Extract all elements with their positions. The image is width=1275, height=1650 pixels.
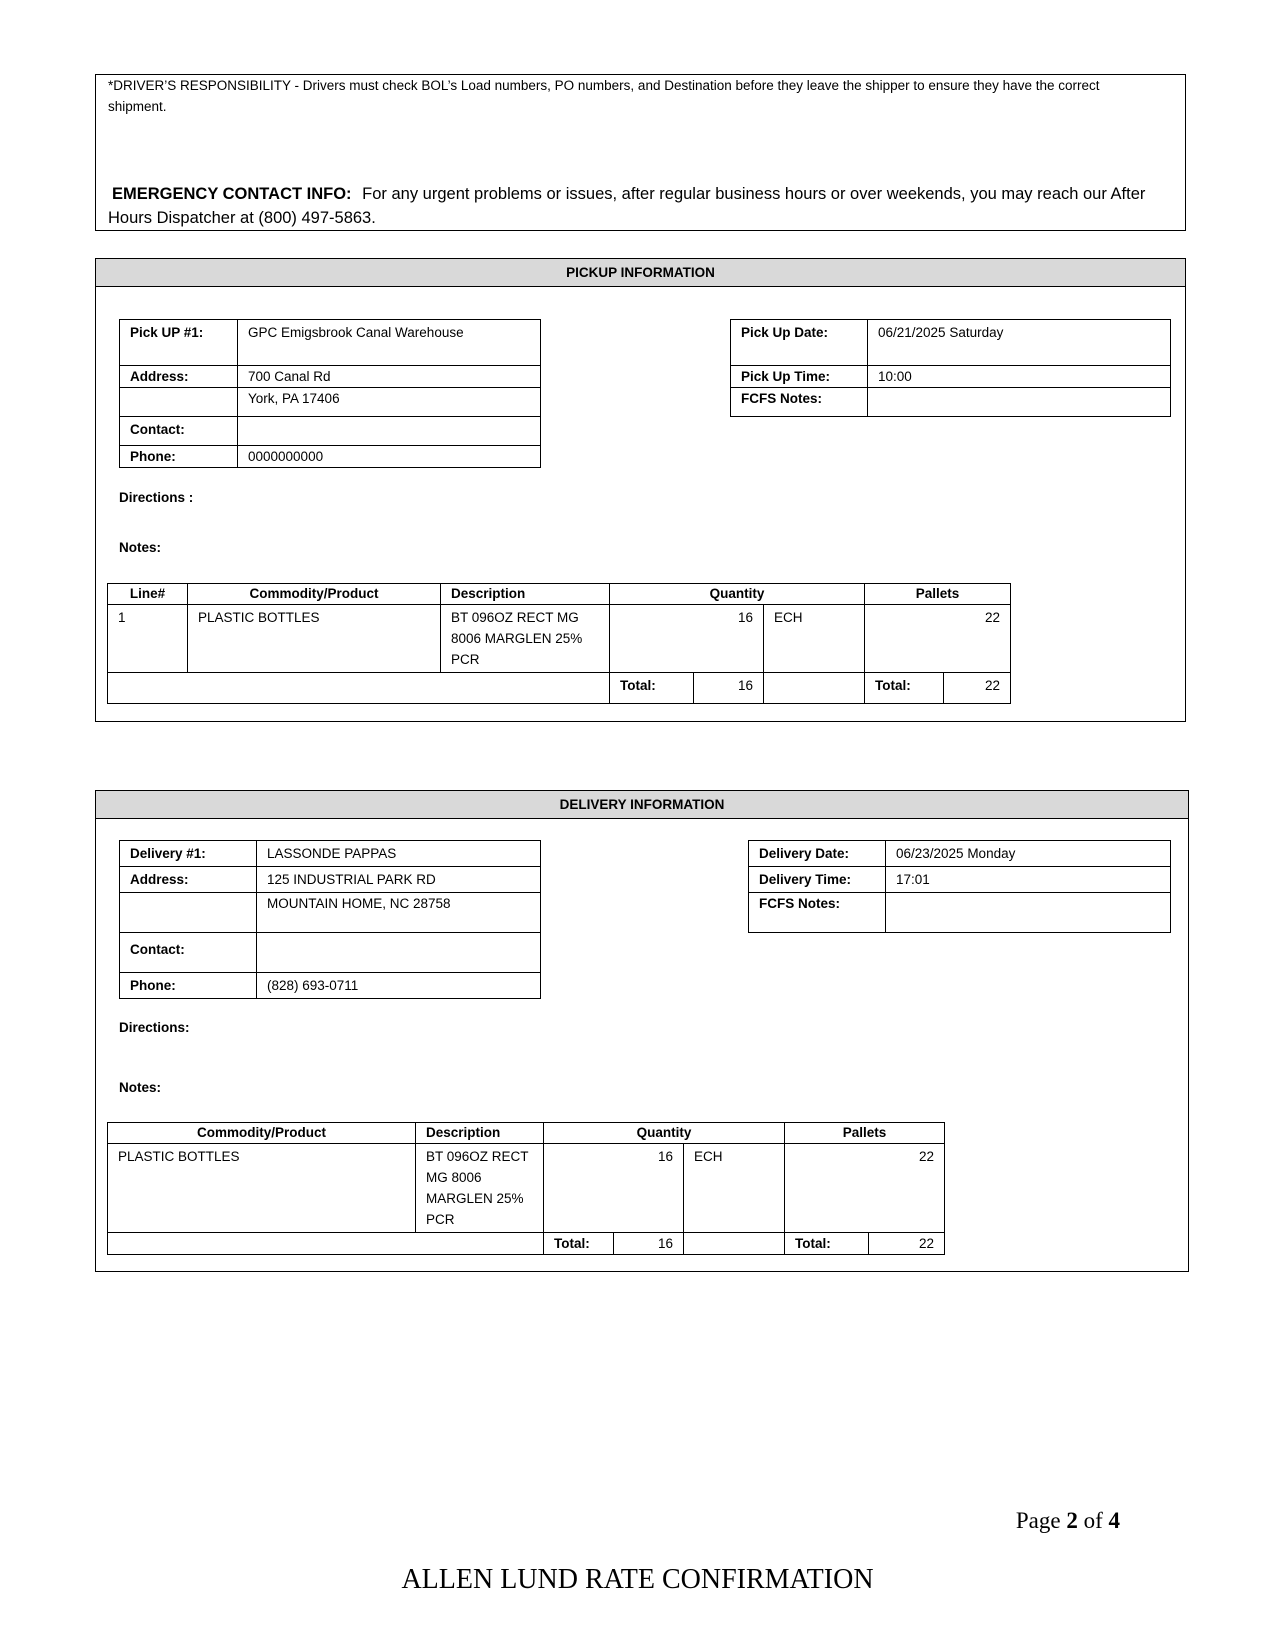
delivery-qty-total: 16 — [614, 1233, 684, 1255]
delivery-time-label: Delivery Time: — [749, 867, 886, 893]
table-row — [108, 673, 1011, 704]
delivery-row-commodity: PLASTIC BOTTLES — [108, 1144, 416, 1233]
pickup-location-table — [119, 319, 541, 468]
document-title: ALLEN LUND RATE CONFIRMATION — [401, 1564, 874, 1595]
delivery-date-value: 06/23/2025 Monday — [886, 841, 1171, 867]
delivery-total-blank — [108, 1233, 544, 1255]
delivery-address-line1: 125 INDUSTRIAL PARK RD — [257, 867, 541, 893]
pickup-schedule-table — [730, 319, 1171, 417]
pickup-name: GPC Emigsbrook Canal Warehouse — [238, 320, 541, 366]
pickup-address-line2: York, PA 17406 — [238, 388, 541, 417]
delivery-phone-value: (828) 693-0711 — [257, 973, 541, 999]
emergency-contact-body: For any urgent problems or issues, after regular business hours or over weekends, you may reach our After Hours Dispatcher at (800) 497-5863. — [108, 185, 1146, 227]
pickup-row-line: 1 — [108, 605, 188, 673]
pickup-date-value: 06/21/2025 Saturday — [868, 320, 1171, 366]
delivery-address-label: Address: — [120, 867, 257, 893]
delivery-fcfs-value — [886, 893, 1171, 933]
delivery-contact-value — [257, 933, 541, 973]
pickup-row-commodity: PLASTIC BOTTLES — [188, 605, 441, 673]
pickup-address-blank — [120, 388, 238, 417]
delivery-col-quantity: Quantity — [544, 1123, 785, 1144]
pickup-time-value: 10:00 — [868, 366, 1171, 388]
emergency-contact-label: EMERGENCY CONTACT INFO: — [112, 185, 352, 203]
pickup-col-description: Description — [441, 584, 610, 605]
page-number — [1016, 1508, 1120, 1534]
pickup-col-commodity: Commodity/Product — [188, 584, 441, 605]
page-total: 4 — [1108, 1508, 1120, 1533]
pickup-contact-value — [238, 417, 541, 446]
emergency-contact-text — [108, 182, 1173, 230]
pickup-fcfs-label: FCFS Notes: — [731, 388, 868, 417]
pickup-pallets-total-label: Total: — [865, 673, 944, 704]
delivery-directions-label: Directions: — [119, 1020, 190, 1035]
delivery-row-description: BT 096OZ RECT MG 8006 MARGLEN 25% PCR — [416, 1144, 544, 1233]
pickup-qty-total: 16 — [694, 673, 764, 704]
pickup-col-line: Line# — [108, 584, 188, 605]
pickup-address-line1: 700 Canal Rd — [238, 366, 541, 388]
delivery-number-label: Delivery #1: — [120, 841, 257, 867]
delivery-schedule-table — [748, 840, 1171, 933]
driver-responsibility-text: *DRIVER’S RESPONSIBILITY - Drivers must check BOL’s Load numbers, PO numbers, and Destination before they leave the shipper to ensure they have the correct shipment. — [108, 78, 1100, 114]
pickup-notes-label: Notes: — [119, 540, 162, 555]
pickup-fcfs-value — [868, 388, 1171, 417]
page-of: of — [1083, 1508, 1103, 1533]
delivery-name: LASSONDE PAPPAS — [257, 841, 541, 867]
pickup-contact-label: Contact: — [120, 417, 238, 446]
pickup-time-label: Pick Up Time: — [731, 366, 868, 388]
pickup-commodity-table — [107, 583, 1011, 704]
driver-notice-box — [95, 74, 1186, 231]
table-row — [108, 1233, 945, 1255]
delivery-location-table — [119, 840, 541, 999]
delivery-col-description: Description — [416, 1123, 544, 1144]
pickup-pallets-total: 22 — [944, 673, 1011, 704]
delivery-commodity-table — [107, 1122, 945, 1255]
delivery-phone-label: Phone: — [120, 973, 257, 999]
pickup-header: PICKUP INFORMATION — [96, 259, 1185, 287]
pickup-directions-label: Directions : — [119, 490, 194, 505]
delivery-date-label: Delivery Date: — [749, 841, 886, 867]
table-row — [108, 605, 1011, 673]
delivery-time-value: 17:01 — [886, 867, 1171, 893]
pickup-col-quantity: Quantity — [610, 584, 865, 605]
pickup-section — [95, 258, 1186, 722]
pickup-unit-total-blank — [764, 673, 865, 704]
pickup-phone-label: Phone: — [120, 446, 238, 468]
delivery-col-pallets: Pallets — [785, 1123, 945, 1144]
page-prefix: Page — [1015, 1508, 1061, 1533]
table-row — [108, 1144, 945, 1233]
delivery-pallets-total-label: Total: — [785, 1233, 869, 1255]
pickup-number-label: Pick UP #1: — [120, 320, 238, 366]
delivery-section — [95, 790, 1189, 1272]
pickup-row-pallets: 22 — [865, 605, 1011, 673]
pickup-qty-total-label: Total: — [610, 673, 694, 704]
pickup-row-description: BT 096OZ RECT MG 8006 MARGLEN 25% PCR — [441, 605, 610, 673]
delivery-address-blank — [120, 893, 257, 933]
delivery-fcfs-label: FCFS Notes: — [749, 893, 886, 933]
pickup-row-qty: 16 — [610, 605, 764, 673]
delivery-contact-label: Contact: — [120, 933, 257, 973]
delivery-col-commodity: Commodity/Product — [108, 1123, 416, 1144]
delivery-header: DELIVERY INFORMATION — [96, 791, 1188, 819]
delivery-qty-total-label: Total: — [544, 1233, 614, 1255]
page-current: 2 — [1066, 1508, 1078, 1533]
pickup-row-unit: ECH — [764, 605, 865, 673]
pickup-col-pallets: Pallets — [865, 584, 1011, 605]
delivery-notes-label: Notes: — [119, 1080, 162, 1095]
pickup-phone-value: 0000000000 — [238, 446, 541, 468]
delivery-pallets-total: 22 — [869, 1233, 945, 1255]
pickup-address-label: Address: — [120, 366, 238, 388]
pickup-date-label: Pick Up Date: — [731, 320, 868, 366]
delivery-unit-total-blank — [684, 1233, 785, 1255]
delivery-address-line2: MOUNTAIN HOME, NC 28758 — [257, 893, 541, 933]
delivery-row-unit: ECH — [684, 1144, 785, 1233]
delivery-row-pallets: 22 — [785, 1144, 945, 1233]
delivery-row-qty: 16 — [544, 1144, 684, 1233]
pickup-total-blank — [108, 673, 610, 704]
